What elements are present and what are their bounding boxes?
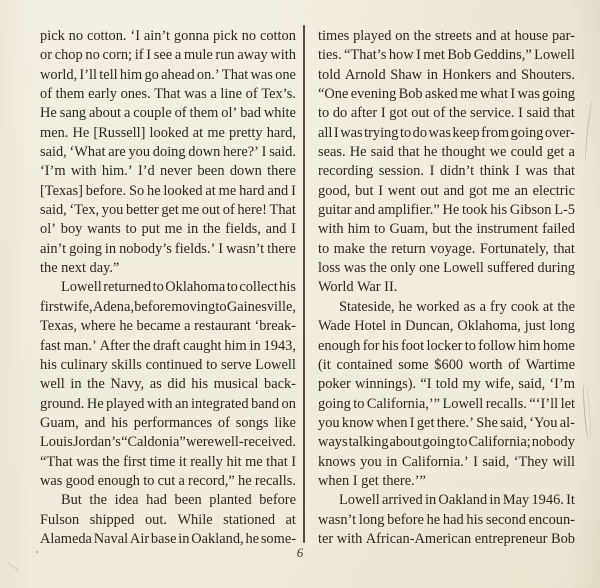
text-line: “That was the first time it really hit me that I — [40, 453, 296, 470]
text-line: world, I’ll tell him go ahead on.’ That was one — [40, 66, 296, 83]
text-line: ties. “That’s how I met Bob Geddins,” Lowell — [318, 47, 575, 64]
text-line: [Texas] before. So he looked at me hard and I — [40, 182, 296, 199]
text-line: well in the Navy, as did his musical back- — [40, 376, 296, 393]
scan-scratch-mark — [584, 100, 594, 162]
text-line: told Arnold Shaw in Honkers and Shouters. — [318, 66, 575, 83]
text-line: with him to Guam, but the instrument failed — [318, 221, 575, 238]
text-line: when I get there.’” — [318, 472, 426, 489]
text-line: (it contained some $600 worth of Wartime — [318, 356, 575, 373]
text-line: fast man.’ After the draft caught him in 1943, — [40, 337, 296, 354]
text-line: seas. He said that he thought we could get a — [318, 144, 575, 161]
text-line: But the idea had been planted before — [61, 492, 296, 509]
text-line: Alameda Naval Air base in Oakland, he some- — [40, 530, 296, 547]
text-line: said, ‘What are you doing down here?’ I said. — [40, 144, 296, 161]
scan-scratch-mark — [582, 383, 592, 441]
text-line: knows you in California.’ I said, ‘They will — [318, 453, 575, 470]
text-line: the next day.” — [40, 260, 120, 277]
text-line: men. He [Russell] looked at me pretty hard, — [40, 124, 296, 141]
column-divider — [303, 25, 305, 543]
text-line: “One evening Bob asked me what I was going — [318, 86, 575, 103]
text-line: said, ‘Tex, you better get me out of here! That — [40, 202, 296, 219]
text-line: ways talking about going to California; nobody — [318, 434, 575, 451]
text-line: his culinary skills continued to serve Lowell — [40, 356, 296, 373]
text-line: recording session. I didn’t think I was that — [318, 163, 575, 180]
text-line: Guam, and his performances of songs like — [40, 414, 296, 431]
text-line: or chop no corn; if I see a mule run away with — [40, 47, 296, 64]
text-line: all I was trying to do was keep from going over- — [318, 124, 575, 141]
text-line: loss was the only one Lowell suffered during — [318, 260, 575, 277]
page-number: 6 — [296, 545, 304, 560]
text-line: World War II. — [318, 279, 398, 296]
text-line: ter with African-American entrepreneur Bob — [318, 530, 575, 547]
text-line: Louis Jordan’s “Caldonia” were well-received. — [40, 434, 296, 451]
text-line: guitar and amplifier.” He took his Gibson L-5 — [318, 202, 575, 219]
scan-scratch-mark — [7, 562, 19, 571]
text-line: you know when I get there.’ She said, ‘You al- — [318, 414, 575, 431]
text-line: He sang about a couple of them ol’ bad white — [40, 105, 296, 122]
text-line: to make the return voyage. Fortunately, that — [318, 240, 575, 257]
text-column-left — [40, 27, 296, 549]
text-line: pick no cotton. ‘I ain’t gonna pick no cotton — [40, 28, 296, 44]
text-line: ol’ boy wants to put me in the fields, and I — [40, 221, 296, 238]
text-line: poker winnings). “I told my wife, said, ‘I’m — [318, 376, 575, 393]
text-line: times played on the streets and at house par- — [318, 28, 575, 44]
text-line: going to California,’” Lowell recalls. “‘I’ll let — [318, 395, 575, 412]
text-column-right — [318, 27, 575, 549]
text-line: ‘I’m with him.’ I’d never been down there — [40, 163, 296, 180]
text-line: was good enough to cut a record,” he recalls. — [40, 472, 296, 489]
text-line: enough for his foot locker to follow him home — [318, 337, 575, 354]
text-line: first wife, Adena, before moving to Gainesville, — [40, 298, 296, 315]
text-line: Lowell returned to Oklahoma to collect his — [61, 279, 296, 296]
text-line: Fulson shipped out. While stationed at — [40, 511, 296, 528]
text-line: ground. He played with an integrated band on — [40, 395, 296, 412]
text-line: wasn’t long before he had his second encoun- — [318, 511, 575, 528]
text-line: Stateside, he worked as a fry cook at the — [339, 298, 575, 315]
text-line: to do after I got out of the service. I said that — [318, 105, 575, 122]
text-line: Wade Hotel in Duncan, Oklahoma, just long — [318, 318, 575, 335]
text-line: good, but I went out and got me an electric — [318, 182, 575, 199]
text-line: Lowell arrived in Oakland in May 1946. It — [339, 492, 575, 509]
text-line: of them early ones. That was a line of Tex’s. — [40, 86, 296, 103]
text-line: ain’t going in nobody’s fields.’ I wasn’t there — [40, 240, 296, 257]
text-line: Texas, where he became a restaurant ‘break- — [40, 318, 296, 335]
